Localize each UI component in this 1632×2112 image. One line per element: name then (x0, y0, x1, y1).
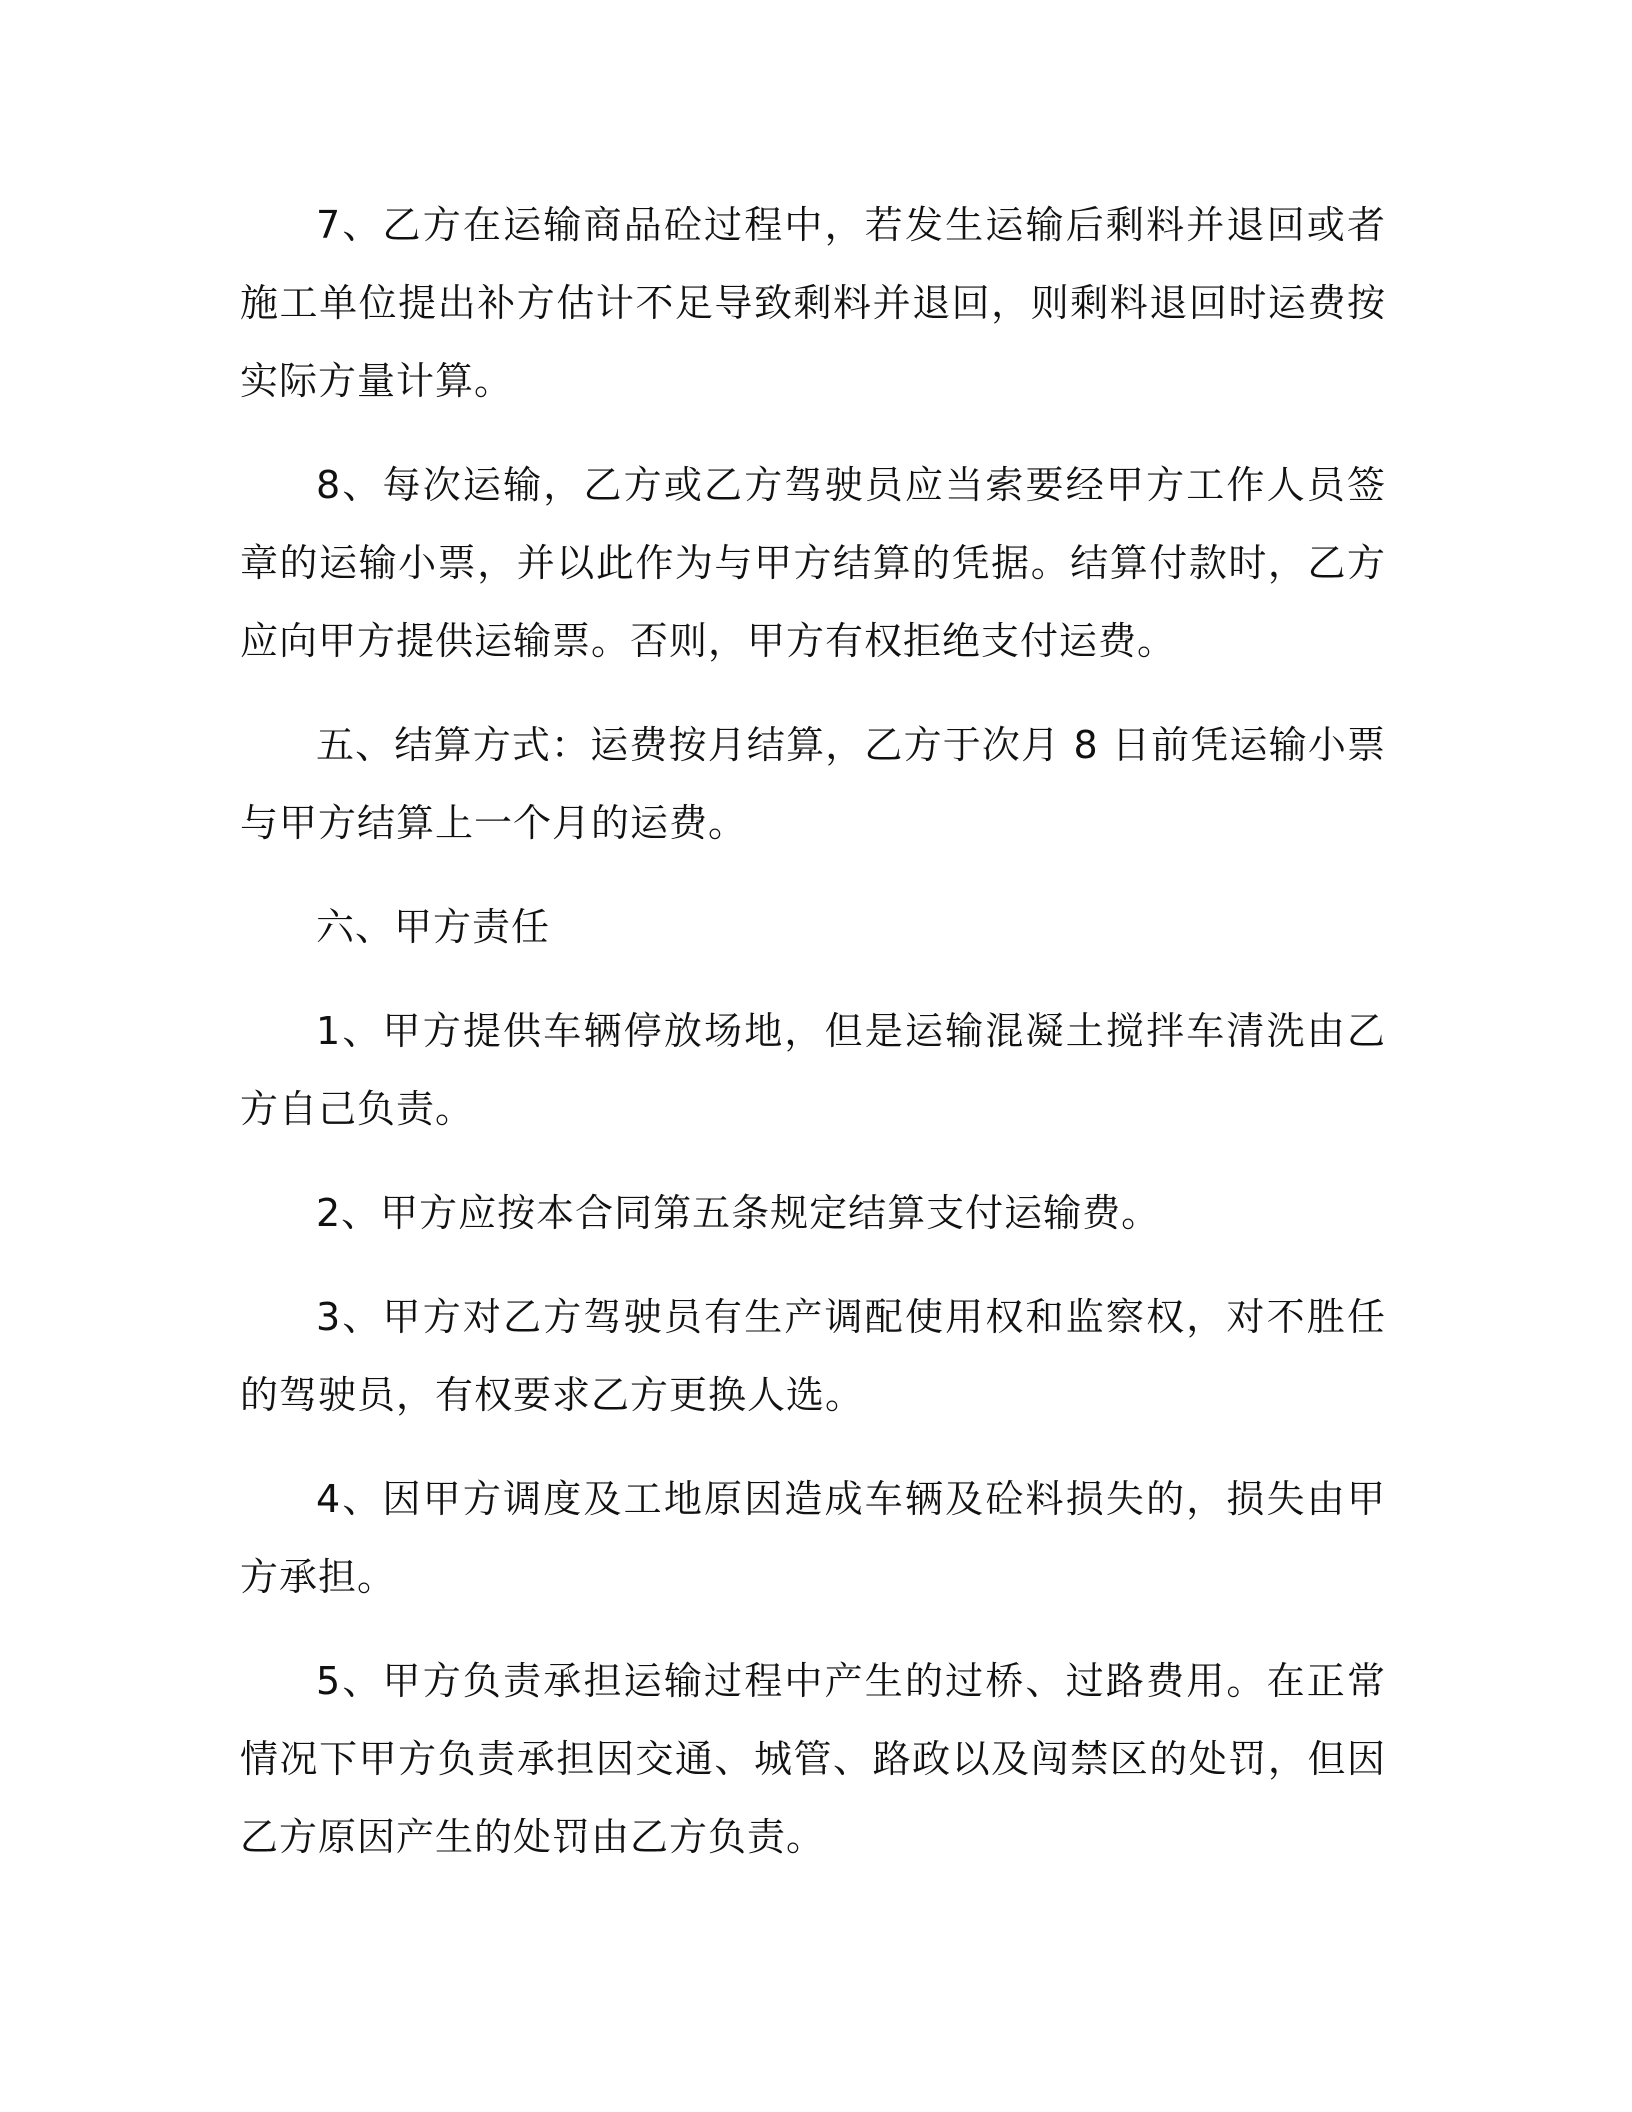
party-a-responsibility-heading: 六、甲方责任 (316, 905, 551, 949)
clause-8-paragraph: 8、每次运输，乙方或乙方驾驶员应当索要经甲方工作人员签章的运输小票，并以此作为与甲方结算的凭据。结算付款时，乙方应向甲方提供运输票。否则，甲方有权拒绝支付运费。 (240, 463, 1386, 663)
clause-7-paragraph: 7、乙方在运输商品砼过程中，若发生运输后剩料并退回或者施工单位提出补方估计不足导致剩料并退回，则剩料退回时运费按实际方量计算。 (240, 203, 1386, 403)
party-a-clause-3-paragraph: 3、甲方对乙方驾驶员有生产调配使用权和监察权，对不胜任的驾驶员，有权要求乙方更换人选。 (240, 1295, 1386, 1417)
settlement-method-paragraph: 五、结算方式：运费按月结算，乙方于次月 8 日前凭运输小票与甲方结算上一个月的运费。 (240, 723, 1386, 845)
party-a-clause-5-paragraph: 5、甲方负责承担运输过程中产生的过桥、过路费用。在正常情况下甲方负责承担因交通、城管、路政以及闯禁区的处罚，但因乙方原因产生的处罚由乙方负责。 (240, 1659, 1386, 1859)
party-a-clause-1-paragraph: 1、甲方提供车辆停放场地，但是运输混凝土搅拌车清洗由乙方自己负责。 (240, 1009, 1386, 1131)
document-body (240, 186, 1386, 1902)
party-a-clause-2-paragraph: 2、甲方应按本合同第五条规定结算支付运输费。 (316, 1191, 1161, 1235)
party-a-clause-4-paragraph: 4、因甲方调度及工地原因造成车辆及砼料损失的，损失由甲方承担。 (240, 1477, 1386, 1599)
